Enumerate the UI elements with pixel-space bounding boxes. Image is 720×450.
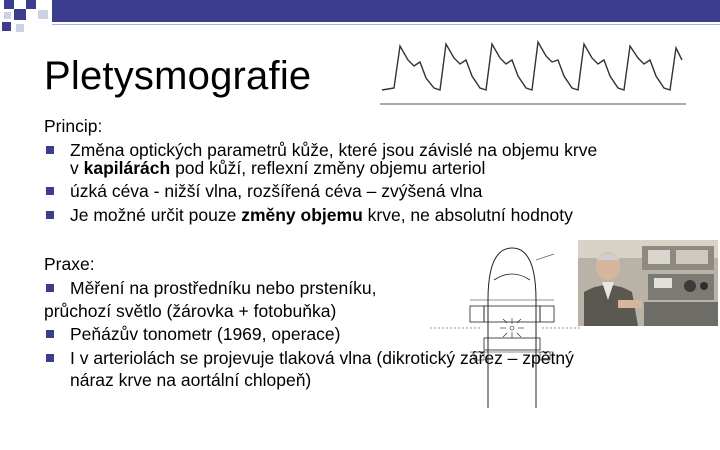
bullet-marker [46,187,54,195]
practice-item-2: Peňázův tonometr (1969, operace) [70,324,341,344]
practice-item-1-continuation: průchozí světlo (žárovka + fotobuňka) [44,301,337,321]
practice-heading: Praxe: [44,254,95,274]
researcher-with-equipment-photo [578,240,718,326]
principle-item-1: Změna optických parametrů kůže, které jsou závislé na objemu krve [70,140,598,160]
bullet-marker [46,284,54,292]
corner-decoration [0,0,60,40]
practice-item-3: I v arteriolách se projevuje tlaková vlna (dikrotický zářez – zpětný [70,348,574,368]
practice-item-1: Měření na prostředníku nebo prsteníku, [70,278,377,298]
principle-item-3: Je možné určit pouze změny objemu krve, ne absolutní hodnoty [70,205,573,225]
practice-item-3-continuation: náraz krve na aortální chlopeň) [70,370,312,390]
header-bar [52,0,720,22]
slide-title: Pletysmografie [44,54,312,98]
principle-item-2: úzká céva - nižší vlna, rozšířená céva – zvýšená vlna [70,181,483,201]
bullet-marker [46,354,54,362]
pulse-waveform-figure [378,38,688,108]
principle-item-1-continuation: v kapilárách pod kůží, reflexní změny objemu arteriol [70,158,486,178]
finger-sensor-diagram [430,240,590,410]
bullet-marker [46,330,54,338]
bullet-marker [46,146,54,154]
principle-heading: Princip: [44,116,103,136]
bullet-marker [46,211,54,219]
